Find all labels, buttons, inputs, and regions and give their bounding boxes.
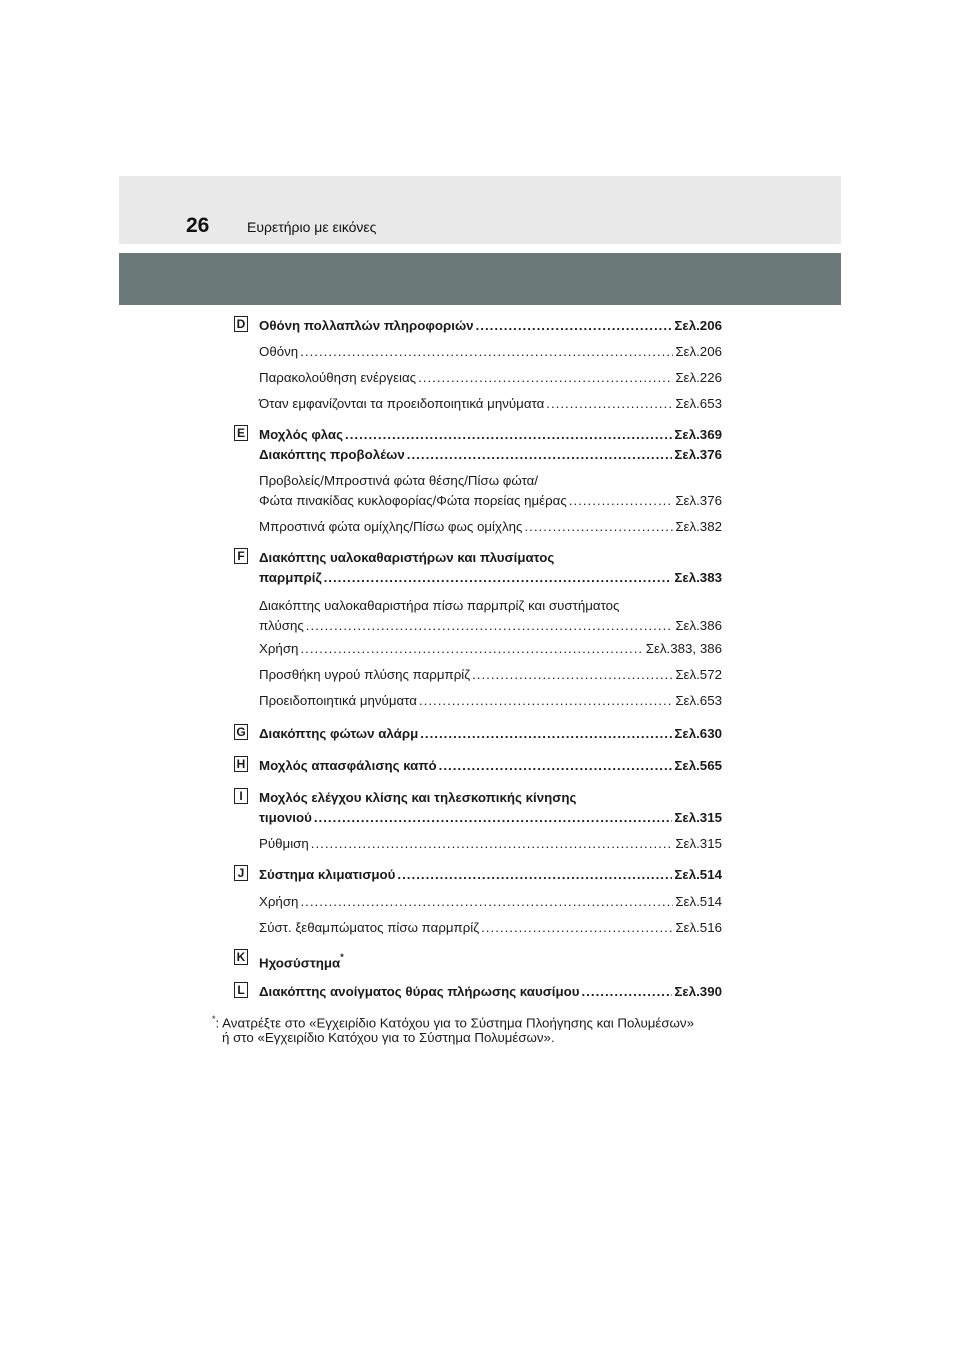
index-subentry[interactable] — [259, 518, 722, 536]
entry-label: Οθόνη πολλαπλών πληροφοριών — [259, 318, 474, 333]
index-subentry[interactable] — [259, 369, 722, 387]
entry-label: Μπροστινά φώτα ομίχλης/Πίσω φως ομίχλης — [259, 519, 523, 534]
index-entry[interactable] — [259, 725, 722, 743]
marker-h: H — [234, 756, 248, 772]
entry-page: Σελ.376 — [675, 493, 722, 508]
entry-label-line: Διακόπτης υαλοκαθαριστήρα πίσω παρμπρίζ και συστήματος — [259, 598, 620, 613]
footnote-marker: * — [340, 952, 344, 962]
index-subentry[interactable] — [259, 617, 722, 635]
entry-page: Σελ.369 — [674, 427, 722, 442]
entry-label: Όταν εμφανίζονται τα προειδοποιητικά μηνύματα — [259, 396, 545, 411]
entry-page: Σελ.390 — [674, 984, 722, 999]
entry-page: Σελ.572 — [675, 667, 722, 682]
entry-label: Προσθήκη υγρού πλύσης παρμπρίζ — [259, 667, 471, 682]
entry-label: Χρήση — [259, 894, 299, 909]
header-band — [119, 176, 841, 244]
entry-label: Χρήση — [259, 641, 299, 656]
index-subentry[interactable] — [259, 692, 722, 710]
section-bar — [119, 253, 841, 305]
entry-page: Σελ.382 — [675, 519, 722, 534]
entry-label-line: Προβολείς/Μπροστινά φώτα θέσης/Πίσω φώτα/ — [259, 473, 539, 488]
entry-page: Σελ.315 — [674, 810, 722, 825]
marker-d: D — [234, 316, 248, 332]
entry-label: Ηχοσύστημα — [259, 955, 341, 971]
entry-label: τιμονιού — [259, 810, 312, 825]
index-entry[interactable] — [259, 569, 722, 587]
index-subentry[interactable] — [259, 893, 722, 911]
index-entry[interactable] — [259, 983, 722, 1001]
entry-page: Σελ.386 — [675, 618, 722, 633]
entry-label: Προειδοποιητικά μηνύματα — [259, 693, 417, 708]
entry-page: Σελ.565 — [674, 758, 722, 773]
index-subentry[interactable] — [259, 640, 722, 658]
entry-page: Σελ.383 — [674, 570, 722, 585]
entry-label: Παρακολούθηση ενέργειας — [259, 370, 417, 385]
index-subentry[interactable] — [259, 835, 722, 853]
entry-page: Σελ.383, 386 — [645, 641, 722, 656]
index-entry[interactable] — [259, 426, 722, 444]
index-entry[interactable] — [259, 950, 344, 972]
entry-label: Μοχλός φλας — [259, 427, 344, 442]
marker-j: J — [234, 865, 248, 881]
marker-l: L — [234, 982, 248, 998]
footnote-mark: * — [212, 1014, 216, 1024]
index-subentry[interactable] — [259, 492, 722, 510]
index-entry[interactable] — [259, 757, 722, 775]
entry-page: Σελ.630 — [674, 726, 722, 741]
index-entry[interactable] — [259, 317, 722, 335]
entry-page: Σελ.206 — [674, 318, 722, 333]
page-number: 26 — [186, 214, 210, 237]
entry-label: Διακόπτης ανοίγματος θύρας πλήρωσης καυσίμου — [259, 984, 580, 999]
entry-label-line: Μοχλός ελέγχου κλίσης και τηλεσκοπικής κίνησης — [259, 790, 577, 805]
marker-e: E — [234, 425, 248, 441]
entry-label: Φώτα πινακίδας κυκλοφορίας/Φώτα πορείας ημέρας — [259, 493, 567, 508]
footnote-line-2: ή στο «Εγχειρίδιο Κατόχου για το Σύστημα Πολυμέσων». — [222, 1030, 555, 1045]
index-entry[interactable] — [259, 446, 722, 464]
entry-page: Σελ.226 — [675, 370, 722, 385]
entry-label: Διακόπτης προβολέων — [259, 447, 405, 462]
entry-page: Σελ.514 — [674, 867, 722, 882]
index-subentry[interactable] — [259, 395, 722, 413]
index-entry[interactable] — [259, 809, 722, 827]
entry-page: Σελ.653 — [675, 693, 722, 708]
footnote-text-1: : Ανατρέξτε στο «Εγχειρίδιο Κατόχου για το Σύστημα Πλοήγησης και Πολυμέσων» — [215, 1015, 694, 1031]
header-title: Ευρετήριο με εικόνες — [247, 219, 377, 235]
entry-label: Ρύθμιση — [259, 836, 309, 851]
entry-label: Σύστημα κλιματισμού — [259, 867, 396, 882]
marker-i: I — [234, 788, 248, 804]
index-entry[interactable] — [259, 866, 722, 884]
entry-page: Σελ.315 — [675, 836, 722, 851]
index-subentry[interactable] — [259, 919, 722, 937]
entry-label-line: Διακόπτης υαλοκαθαριστήρων και πλυσίματος — [259, 550, 555, 565]
entry-label: παρμπρίζ — [259, 570, 322, 585]
entry-label: Μοχλός απασφάλισης καπό — [259, 758, 437, 773]
index-subentry[interactable] — [259, 343, 722, 361]
entry-page: Σελ.376 — [674, 447, 722, 462]
marker-f: F — [234, 548, 248, 564]
marker-k: K — [234, 949, 248, 965]
entry-page: Σελ.516 — [675, 920, 722, 935]
entry-page: Σελ.206 — [675, 344, 722, 359]
marker-g: G — [234, 724, 248, 740]
entry-label: Διακόπτης φώτων αλάρμ — [259, 726, 419, 741]
entry-label: Οθόνη — [259, 344, 299, 359]
entry-page: Σελ.514 — [675, 894, 722, 909]
entry-label: Σύστ. ξεθαμπώματος πίσω παρμπρίζ — [259, 920, 480, 935]
entry-page: Σελ.653 — [675, 396, 722, 411]
index-subentry[interactable] — [259, 666, 722, 684]
entry-label: πλύσης — [259, 618, 304, 633]
